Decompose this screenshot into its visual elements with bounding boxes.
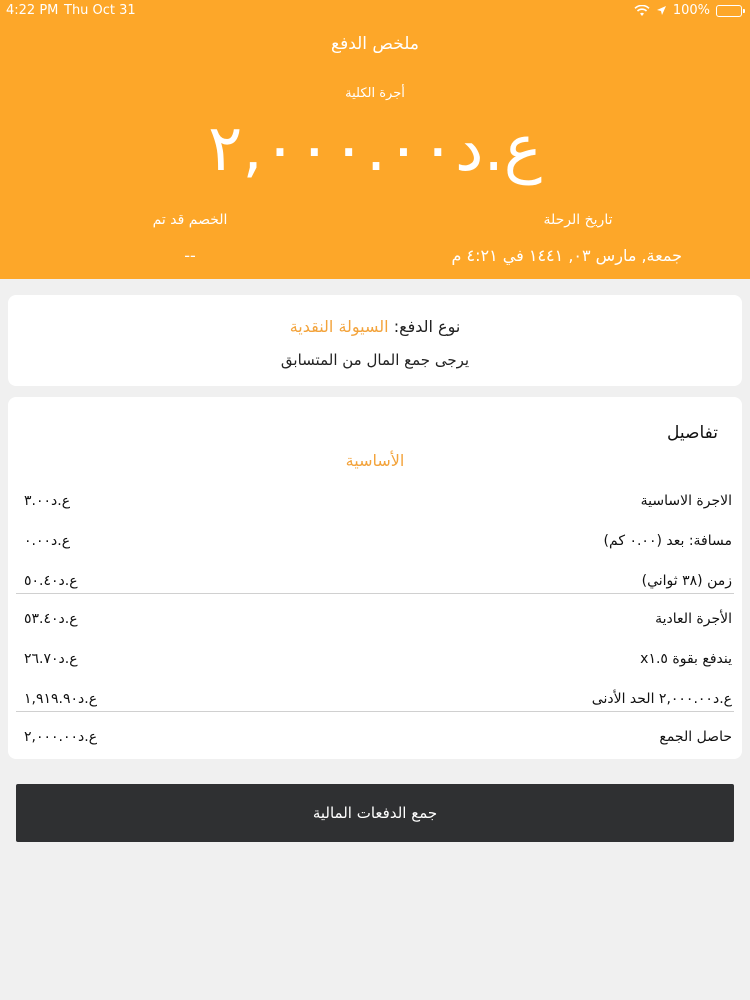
fare-row-value: ع.د٢٦.٧٠ <box>24 651 78 667</box>
discount-value: -- <box>184 246 196 265</box>
location-icon <box>656 5 667 16</box>
page-title: ملخص الدفع <box>331 34 419 54</box>
status-time: 4:22 PM <box>6 3 59 18</box>
fare-row-label: يندفع بقوة x١.٥ <box>640 651 732 667</box>
fare-row-label: زمن (٣٨ ثواني) <box>641 573 732 589</box>
trip-date-label: تاريخ الرحلة <box>543 212 613 228</box>
fare-total-label: حاصل الجمع <box>659 729 732 745</box>
total-fare-amount: ع.د٢,٠٠٠.٠٠ <box>208 112 542 186</box>
fare-row <box>8 601 742 637</box>
collect-payment-button[interactable]: جمع الدفعات المالية <box>16 784 734 842</box>
battery-percent: 100% <box>672 3 710 18</box>
fare-row <box>8 483 742 519</box>
fare-row-value: ع.د٥٣.٤٠ <box>24 611 78 627</box>
fare-row-label: مسافة: بعد (٠.٠٠ كم) <box>603 533 732 549</box>
fare-row <box>8 641 742 677</box>
status-bar <box>0 0 750 22</box>
fare-row-value: ع.د١,٩١٩.٩٠ <box>24 691 98 707</box>
payment-type-card <box>8 295 742 386</box>
wifi-icon <box>634 5 650 17</box>
status-date: Thu Oct 31 <box>64 3 136 18</box>
fare-row-value: ع.د٣.٠٠ <box>24 493 71 509</box>
details-section-label: الأساسية <box>345 451 405 470</box>
payment-note: يرجى جمع المال من المتسابق <box>280 351 470 369</box>
fare-details-card <box>8 397 742 759</box>
total-fare-label: أجرة الكلية <box>345 86 405 101</box>
details-divider <box>16 711 734 712</box>
fare-total-value: ع.د٢,٠٠٠.٠٠ <box>24 729 98 745</box>
discount-label: الخصم قد تم <box>152 212 228 228</box>
payment-type <box>8 317 742 336</box>
summary-header <box>0 0 750 279</box>
payment-type-value: السيولة النقدية <box>289 317 389 336</box>
fare-row-label: ع.د٢,٠٠٠.٠٠ الحد الأدنى <box>591 691 732 707</box>
fare-row <box>8 523 742 559</box>
status-indicators <box>634 3 742 18</box>
battery-icon <box>716 5 742 17</box>
payment-type-label: نوع الدفع: <box>393 317 461 336</box>
fare-total-row <box>8 719 742 755</box>
trip-date-value: جمعة, مارس ٠٣, ١٤٤١ في ٤:٢١ م <box>451 246 682 265</box>
fare-row-value: ع.د٠.٠٠ <box>24 533 71 549</box>
fare-row-label: الاجرة الاساسية <box>640 493 732 509</box>
fare-row-label: الأجرة العادية <box>655 611 732 627</box>
details-title: تفاصيل <box>667 423 718 443</box>
fare-row-value: ع.د٥٠.٤٠ <box>24 573 78 589</box>
details-divider <box>16 593 734 594</box>
